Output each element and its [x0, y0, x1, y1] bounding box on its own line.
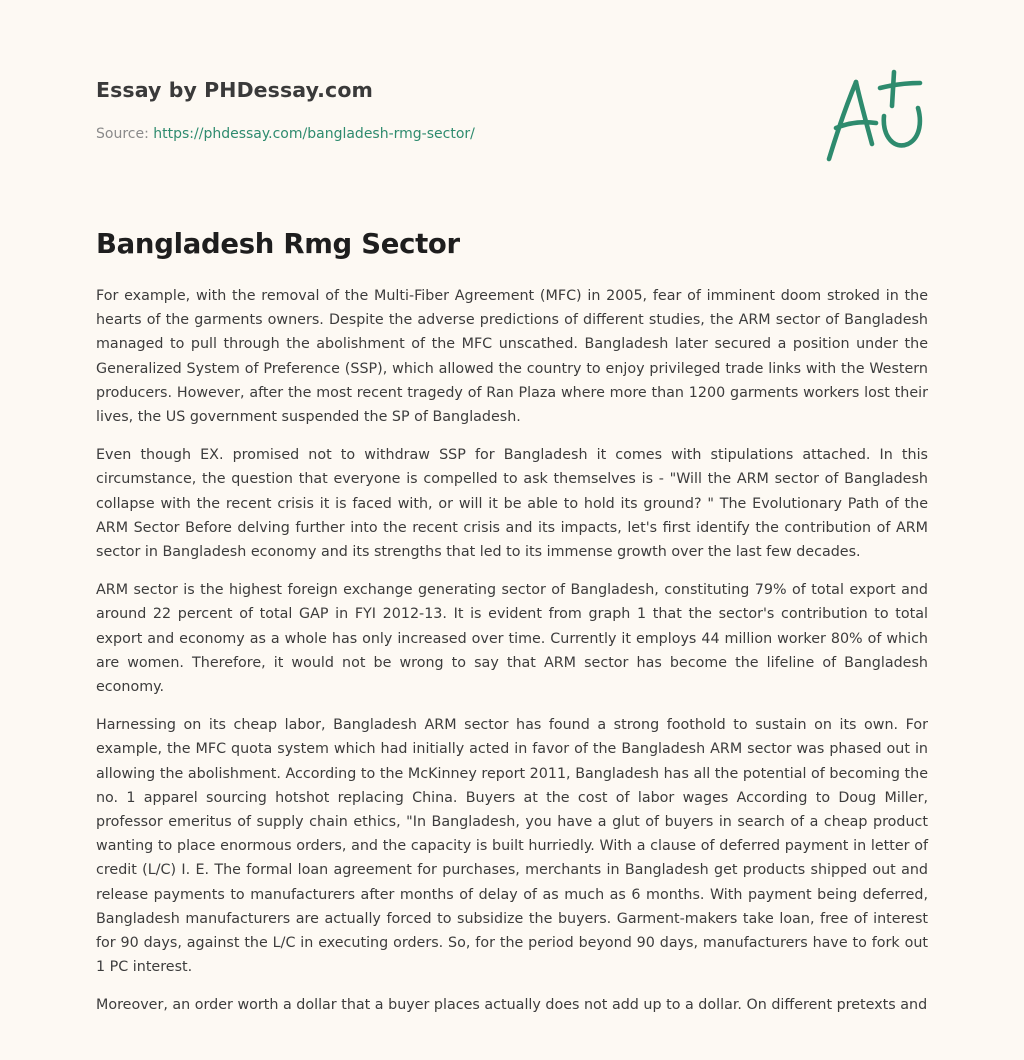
essay-paragraph: Harnessing on its cheap labor, Bangladesh ARM sector has found a strong foothold to sustain on its own. For example, the MFC quota system which had initially acted in favor of the Bangladesh ARM sector was phased out in allowing the abolishment. According to the McKinney report 2011, Bangladesh has all the potential of becoming the no. 1 apparel sourcing hotshot replacing China. Buyers at the cost of labor wages According to Doug Miller, professor emeritus of supply chain ethics, "In Bangladesh, you have a glut of buyers in search of a cheap product wanting to place enormous orders, and the capacity is built hurriedly. With a clause of deferred payment in letter of credit (L/C) I. E. The formal loan agreement for purchases, merchants in Bangladesh get products shipped out and release payments to manufacturers after months of delay of as much as 6 months. With payment being deferred, Bangladesh manufacturers are actually forced to subsidize the buyers. Garment-makers take loan, free of interest for 90 days, against the L/C in executing orders. So, for the period beyond 90 days, manufacturers have to fork out 1 PC interest.	[96, 717, 928, 976]
source-line	[96, 124, 928, 144]
a-plus-logo-icon	[822, 66, 928, 166]
source-label: Source:	[96, 126, 149, 142]
essay-title: Bangladesh Rmg Sector	[96, 228, 460, 260]
essay-paragraph: For example, with the removal of the Multi-Fiber Agreement (MFC) in 2005, fear of imminent doom stroked in the hearts of the garments owners. Despite the adverse predictions of different studies, the ARM sector of Bangladesh managed to pull through the abolishment of the MFC unscathed. Bangladesh later secured a position under the Generalized System of Preference (SSP), which allowed the country to enjoy privileged trade links with the Western producers. However, after the most recent tragedy of Ran Plaza where more than 1200 garments workers lost their lives, the US government suspended the SP of Bangladesh.	[96, 288, 928, 426]
essay-paragraph: ARM sector is the highest foreign exchange generating sector of Bangladesh, constituting 79% of total export and around 22 percent of total GAP in FYI 2012-13. It is evident from graph 1 that the sector's contribution to total export and economy as a whole has only increased over time. Currently it employs 44 million worker 80% of which are women. Therefore, it would not be wrong to say that ARM sector has become the lifeline of Bangladesh economy.	[96, 582, 928, 696]
essay-body	[96, 284, 928, 1032]
source-link[interactable]: https://phdessay.com/bangladesh-rmg-sector/	[153, 126, 475, 142]
essay-paragraph: Moreover, an order worth a dollar that a buyer places actually does not add up to a dollar. On different pretexts and	[96, 997, 928, 1014]
page-header	[96, 76, 928, 144]
site-title: Essay by PHDessay.com	[96, 78, 373, 102]
essay-paragraph: Even though EX. promised not to withdraw SSP for Bangladesh it comes with stipulations attached. In this circumstance, the question that everyone is compelled to ask themselves is - "Will the ARM sector of Bangladesh collapse with the recent crisis it is faced with, or will it be able to hold its ground? " The Evolutionary Path of the ARM Sector Before delving further into the recent crisis and its impacts, let's first identify the contribution of ARM sector in Bangladesh economy and its strengths that led to its immense growth over the last few decades.	[96, 447, 928, 561]
